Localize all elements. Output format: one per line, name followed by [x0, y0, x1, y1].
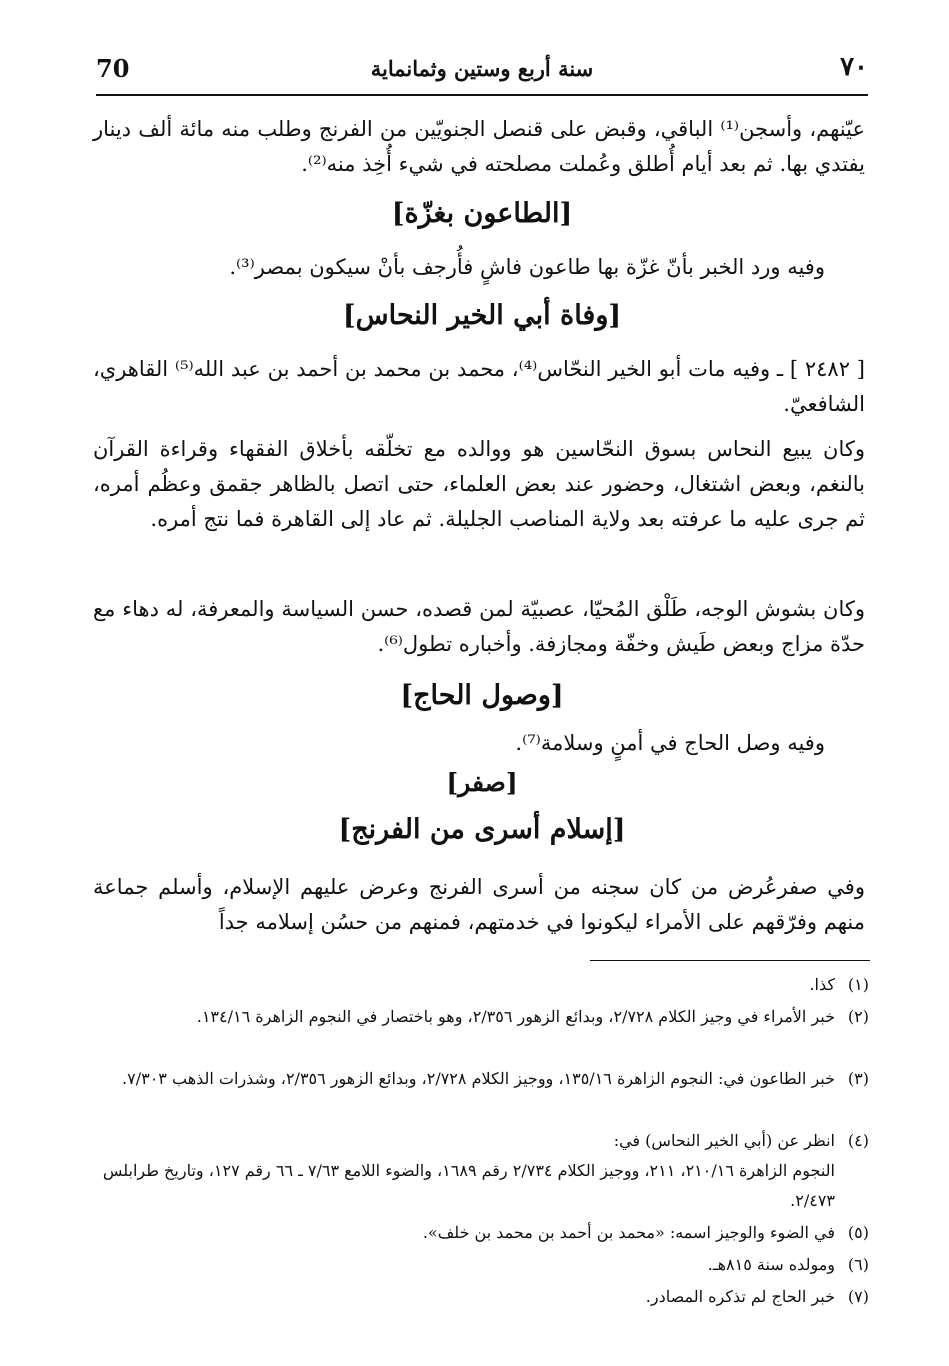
footnote-7 — [99, 1282, 869, 1312]
footnote-3 — [99, 1064, 869, 1094]
paragraph-7: وفي صفرعُرض من كان سجنه من أسرى الفرنج وعرض عليهم الإسلام، وأسلم جماعة منهم وفرّقهم على الأمراء ليكونوا في خدمتهم، فمنهم من حسُن إسلامه جداً — [93, 875, 865, 934]
paragraph-6: وفيه وصل الحاج في أمنٍ وسلامة⁽⁷⁾. — [515, 731, 825, 755]
footnote-text: خبر الأمراء في وجيز الكلام ٢/٧٢٨، وبدائع الزهور ٢/٣٥٦، وهو باختصار في النجوم الزاهرة ١٣٤/١٦. — [196, 1007, 835, 1026]
footnote-text: في الضوء والوجيز اسمه: «محمد بن أحمد بن محمد بن خلف». — [422, 1223, 835, 1242]
footnote-number: (٥) — [847, 1223, 869, 1242]
footnote-number: (٤) — [847, 1131, 869, 1150]
footnote-number: (٢) — [847, 1007, 869, 1026]
footnote-4 — [99, 1126, 869, 1216]
heading-death-abu-al-khair: [وفاة أبي الخير النحاس] — [342, 300, 622, 331]
page-number-latin: 70 — [96, 54, 130, 83]
paragraph-3: [ ٢٤٨٢ ] ـ وفيه مات أبو الخير النحّاس⁽⁴⁾، محمد بن محمد بن أحمد بن عبد الله⁽⁵⁾ القاهري، الشافعيّ. — [93, 357, 865, 416]
running-header — [96, 52, 868, 92]
footnote-text: خبر الطاعون في: النجوم الزاهرة ١٣٥/١٦، ووجيز الكلام ٢/٧٢٨، وبدائع الزهور ٢/٣٥٦، وشذرات الذهب ٧/٣٠٣. — [122, 1069, 835, 1088]
footnote-6 — [99, 1250, 869, 1280]
footnote-number: (٦) — [847, 1255, 869, 1274]
footnote-number: (٣) — [847, 1069, 869, 1088]
footnote-text: خبر الحاج لم تذكره المصادر. — [645, 1287, 835, 1306]
heading-plague-gaza: [الطاعون بغزّة] — [391, 198, 573, 229]
header-rule — [96, 94, 868, 96]
footnote-5 — [99, 1218, 869, 1248]
footnote-1 — [99, 970, 869, 1000]
footnote-text: ومولده سنة ٨١٥هـ. — [707, 1255, 835, 1274]
footnote-number: (٧) — [847, 1287, 869, 1306]
running-title: سنة أربع وستين وثمانماية — [370, 56, 594, 81]
footnote-number: (١) — [847, 975, 869, 994]
paragraph-2: وفيه ورد الخبر بأنّ غزّة بها طاعون فاشٍ فأُرجف بأنْ سيكون بمصر⁽³⁾. — [229, 255, 825, 279]
footnote-2 — [99, 1002, 869, 1032]
heading-pilgrims-arrival: [وصول الحاج] — [400, 680, 564, 711]
paragraph-5: وكان بشوش الوجه، طَلْق المُحيّا، عصبيّة لمن قصده، حسن السياسة والمعرفة، له دهاء مع حدّة مزاج وبعض طَيش وخفّة ومجازفة. وأخباره تطول⁽⁶⁾. — [93, 597, 865, 656]
paragraph-1: عيّنهم، وأسجن⁽¹⁾ الباقي، وقبض على قنصل الجنويّين من الفرنج وطلب منه مائة ألف دينار يفتدي بها. ثم بعد أيام أُطلق وعُملت مصلحته في شيء أُخِذ منه⁽²⁾. — [93, 117, 865, 176]
paragraph-4: وكان يبيع النحاس بسوق النحّاسين هو ووالده مع تخلّقه بأخلاق الفقهاء وقراءة القرآن بالنغم، وبعض اشتغال، وحضور عند بعض العلماء، حتى اتصل بالظاهر جقمق وعظُم أمره، ثم جرى عليه ما عرفته بعد ولاية المناصب الجليلة. ثم عاد إلى القاهرة فما نتج أمره. — [93, 437, 865, 531]
footnote-continuation: النجوم الزاهرة ٢١٠/١٦، ٢١١، ووجيز الكلام ٢/٧٣٤ رقم ١٦٨٩، والضوء اللامع ٧/٦٣ ـ ٦٦ رقم ١٢٧، وتاريخ طرابلس ٢/٤٧٣. — [102, 1161, 835, 1210]
footnote-rule — [590, 960, 870, 961]
footnote-text: كذا. — [809, 975, 835, 994]
footnote-text: انظر عن (أبي الخير النحاس) في: — [613, 1131, 835, 1150]
heading-franks-islam: [إسلام أسرى من الفرنج] — [338, 814, 626, 845]
heading-safar: [صفر] — [446, 768, 518, 797]
page-number-arabic: ٧٠ — [840, 52, 868, 82]
